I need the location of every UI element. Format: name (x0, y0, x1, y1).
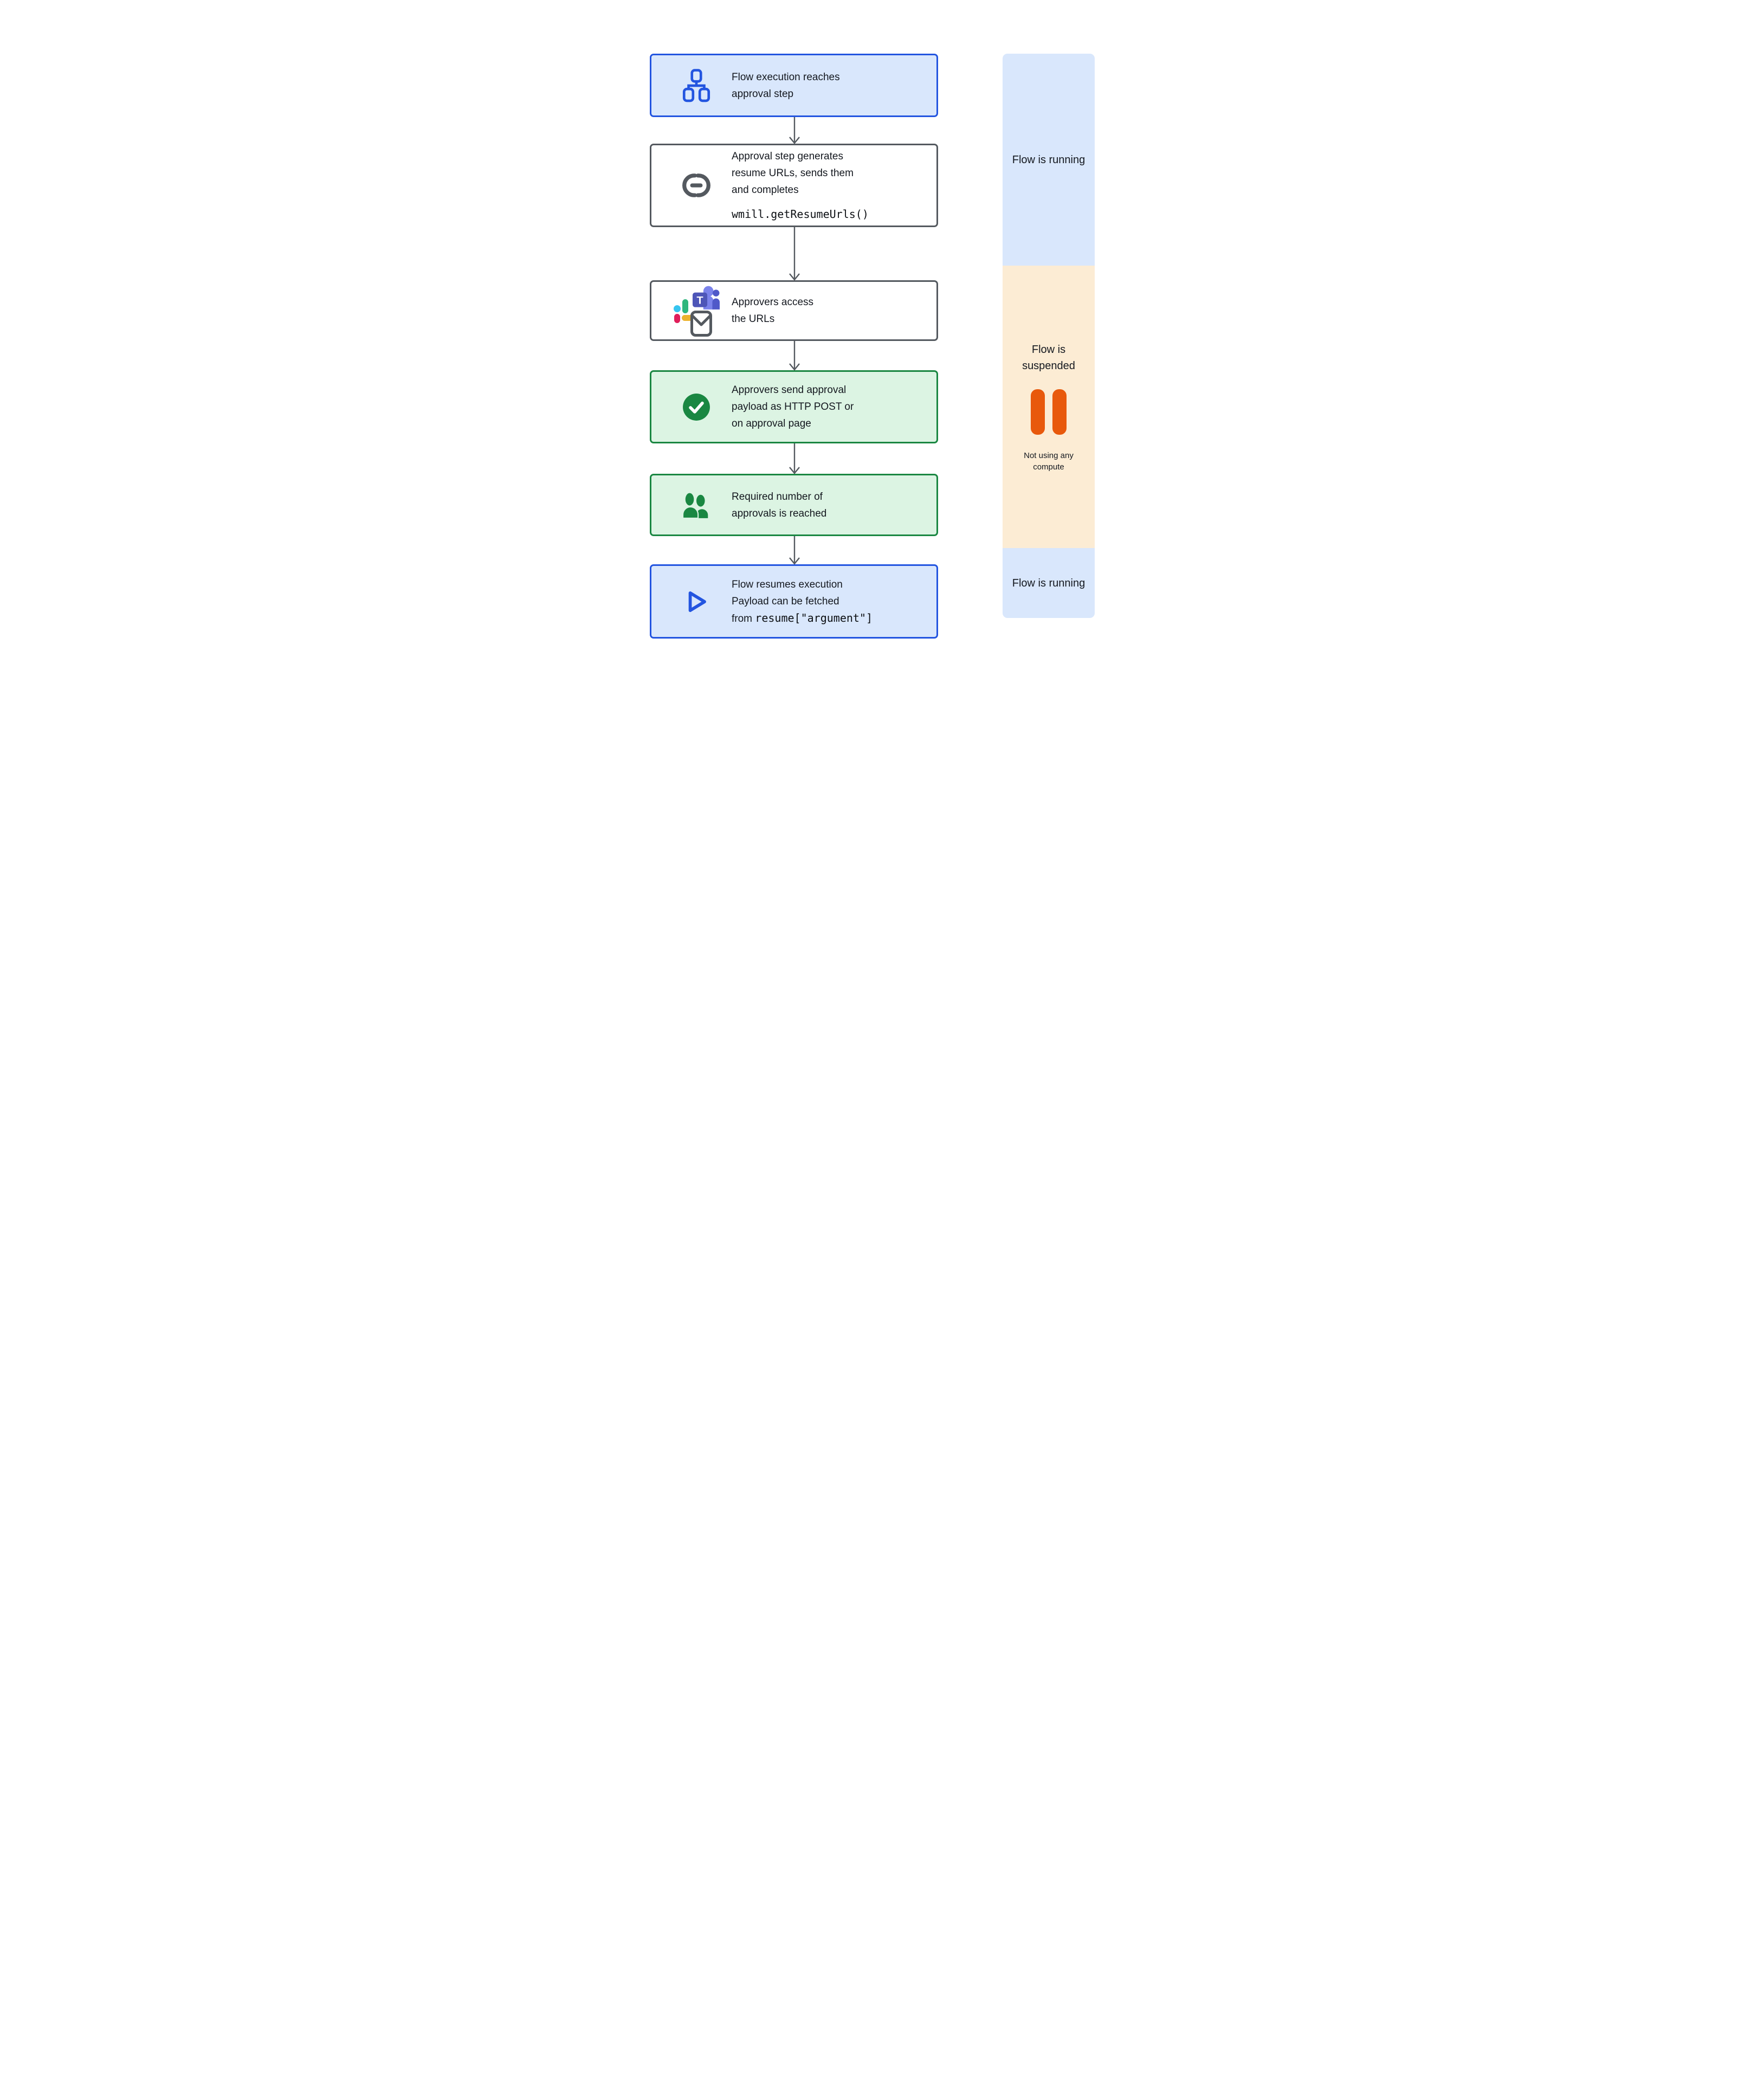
step-flow-resumes (650, 564, 938, 639)
step-text (732, 382, 854, 432)
step-approvers-send-payload (650, 370, 938, 443)
flowchart-icon (673, 69, 720, 102)
people-icon (673, 492, 720, 518)
step-text-line: Flow resumes execution (732, 578, 843, 590)
step-text-line: payload as HTTP POST or (732, 401, 854, 413)
step-text-line: and completes (732, 184, 799, 196)
step-approvers-access-urls (650, 280, 938, 341)
flow-arrow (784, 341, 805, 371)
step-text-line: from resume["argument"] (732, 611, 873, 624)
play-icon (673, 588, 720, 616)
step-text (732, 69, 840, 102)
check-circle-icon (673, 393, 720, 421)
pause-icon (1031, 389, 1067, 435)
step-text-line: approval step (732, 88, 794, 100)
messaging-icons-cluster (673, 286, 720, 336)
link-icon (673, 171, 720, 199)
step-text (732, 488, 826, 522)
status-label: Flow is running (1012, 577, 1086, 589)
step-text-line: the URLs (732, 313, 775, 325)
status-label: Flow is running (1012, 153, 1086, 166)
status-running-bottom (1003, 548, 1095, 618)
svg-text:T: T (696, 294, 703, 307)
step-text-line: Required number of (732, 491, 823, 503)
step-text (732, 576, 873, 627)
step-text-line: Flow execution reaches (732, 71, 840, 83)
step-text-line: Approvers send approval (732, 384, 847, 396)
step-text-line: approvals is reached (732, 507, 827, 519)
step-text (732, 294, 813, 327)
flow-arrow (784, 117, 805, 145)
step-text-line: Payload can be fetched (732, 595, 839, 607)
ms-teams-icon (693, 286, 720, 311)
status-column (1003, 54, 1095, 618)
step-approval-generates-urls (650, 144, 938, 227)
status-label: Flow is suspended (1022, 343, 1075, 372)
step-flow-reaches-approval (650, 54, 938, 117)
flow-arrow (784, 536, 805, 565)
status-caption: Not using any compute (1024, 450, 1074, 472)
mail-icon (690, 311, 712, 337)
code-get-resume-urls: wmill.getResumeUrls() (732, 208, 869, 221)
status-suspended (1003, 266, 1095, 548)
step-required-approvals (650, 474, 938, 536)
flow-arrow (784, 443, 805, 475)
step-text-line: resume URLs, sends them (732, 168, 854, 179)
status-running-top (1003, 54, 1095, 266)
approval-flow-diagram (584, 0, 1167, 700)
step-text-line: on approval page (732, 418, 811, 429)
step-text (732, 148, 869, 223)
code-resume-argument: resume["argument"] (755, 611, 873, 624)
step-text-line: Approval step generates (732, 151, 843, 162)
step-text-line: Approvers access (732, 297, 814, 308)
flow-arrow (784, 227, 805, 281)
